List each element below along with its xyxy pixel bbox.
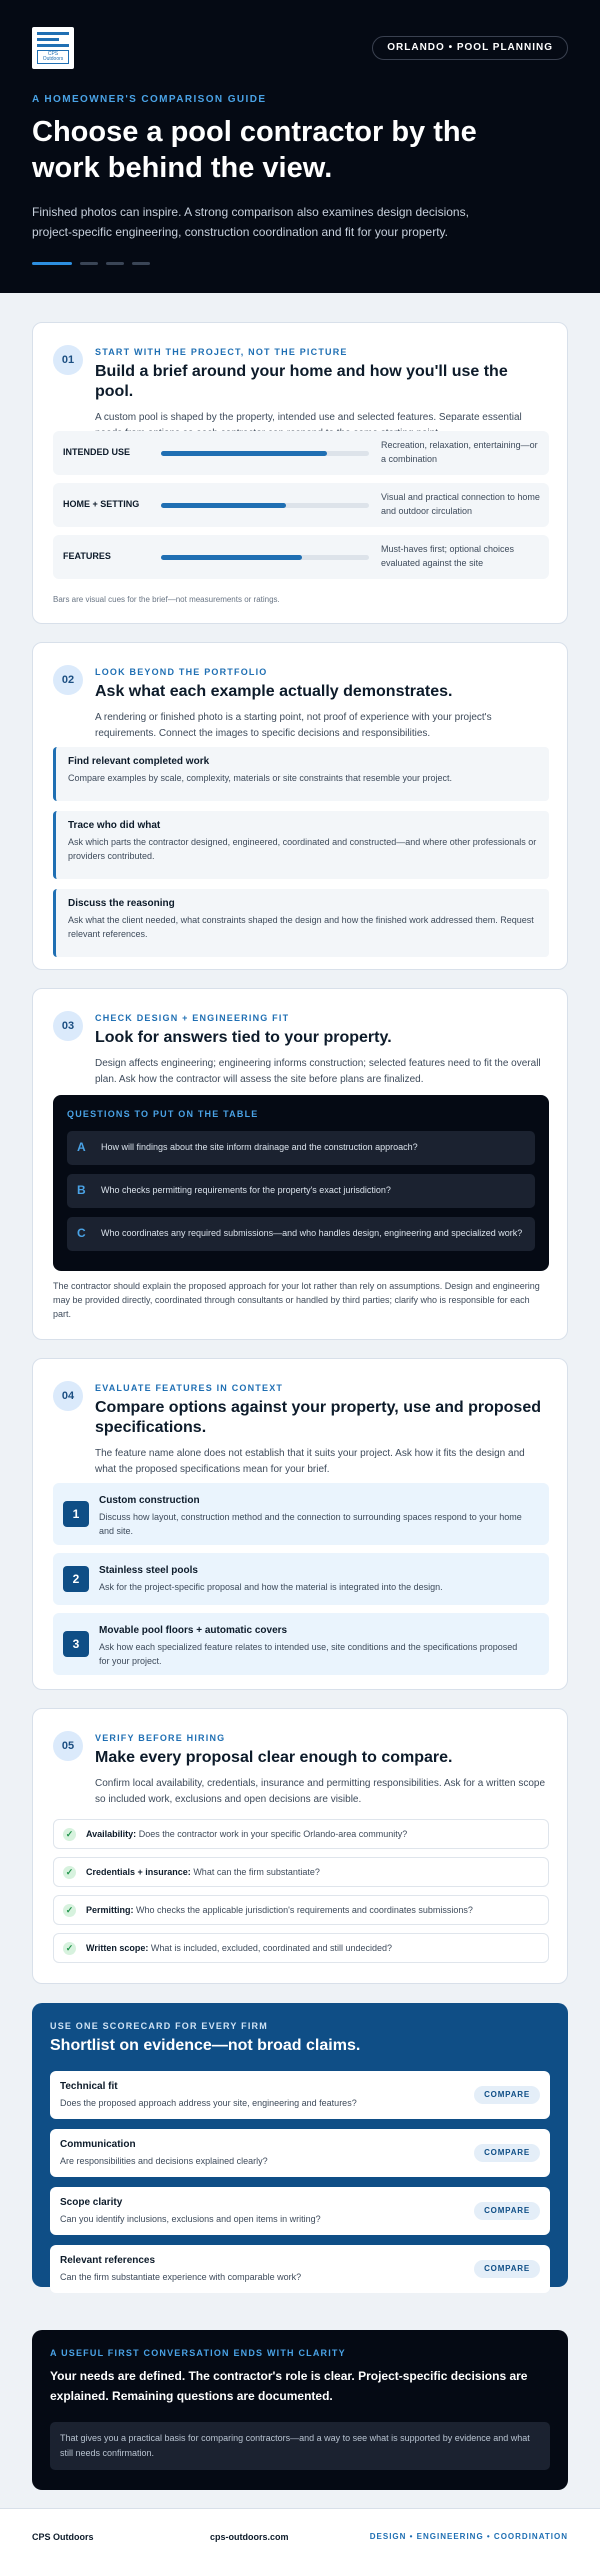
closing-kicker: A USEFUL FIRST CONVERSATION ENDS WITH CLARITY <box>50 2348 346 2358</box>
brief-track <box>161 451 369 456</box>
check-text: Availability: Does the contractor work in your specific Orlando-area community? <box>86 1829 408 1839</box>
section-project-brief <box>32 322 568 624</box>
check-icon: ✓ <box>63 1942 76 1955</box>
compare-button[interactable]: COMPARE <box>474 2086 540 2104</box>
brief-fill <box>161 451 327 456</box>
scorecard-kicker: USE ONE SCORECARD FOR EVERY FIRM <box>50 2021 268 2031</box>
question-item <box>67 1217 535 1251</box>
row-text: Can you identify inclusions, exclusions and open items in writing? <box>60 2214 321 2224</box>
footer-link[interactable]: cps-outdoors.com <box>210 2532 289 2542</box>
closing-title: Your needs are defined. The contractor's role is clear. Project-specific decisions are explained. Remaining questions are documented. <box>50 2369 528 2403</box>
row-text: Are responsibilities and decisions explained clearly? <box>60 2156 268 2166</box>
check-text: Permitting: Who checks the applicable jurisdiction's requirements and coordinates submissions? <box>86 1905 473 1915</box>
feature-text: Ask for the project-specific proposal and how the material is integrated into the design. <box>99 1582 443 1592</box>
brief-track <box>161 555 369 560</box>
section-description: Confirm local availability, credentials, insurance and permitting responsibilities. Ask for a written scope so included work, exclusions and open decisions are visible. <box>95 1778 546 1805</box>
feature-number: 2 <box>63 1566 89 1592</box>
row-title: Communication <box>60 2139 136 2150</box>
question-item <box>67 1131 535 1165</box>
progress-dots <box>32 262 150 265</box>
check-icon: ✓ <box>63 1866 76 1879</box>
section-kicker: VERIFY BEFORE HIRING <box>95 1733 226 1743</box>
question-text: Who checks permitting requirements for the property's exact jurisdiction? <box>101 1185 391 1195</box>
question-letter: C <box>77 1226 86 1240</box>
item-text: Ask which parts the contractor designed, engineered, coordinated and constructed—and where other professionals or providers contributed. <box>68 837 537 861</box>
section-description: A rendering or finished photo is a starting point, not proof of experience with your project's requirements. Connect the images to specific decisions and responsibilities. <box>95 712 492 739</box>
closing-body: That gives you a practical basis for comparing contractors—and a way to see what is supported by evidence and what still needs confirmation. <box>50 2422 550 2470</box>
brief-row <box>53 483 549 527</box>
check-text: Written scope: What is included, excluded, coordinated and still undecided? <box>86 1943 393 1953</box>
portfolio-item <box>53 889 549 957</box>
feature-text: Discuss how layout, construction method and the connection to surrounding spaces respond to your home and site. <box>99 1512 522 1536</box>
brief-row <box>53 535 549 579</box>
feature-title: Stainless steel pools <box>99 1565 198 1576</box>
row-text: Does the proposed approach address your site, engineering and features? <box>60 2098 357 2108</box>
item-title: Discuss the reasoning <box>68 898 175 909</box>
scorecard-title: Shortlist on evidence—not broad claims. <box>50 2037 361 2054</box>
check-item <box>53 1857 549 1887</box>
section-title: Ask what each example actually demonstrates. <box>95 683 453 700</box>
hero-lead: Finished photos can inspire. A strong comparison also examines design decisions, project-specific engineering, construction coordination and fit for your property. <box>32 205 469 239</box>
section-portfolio <box>32 642 568 970</box>
footer <box>0 2508 600 2560</box>
scorecard-row <box>50 2245 550 2293</box>
brief-note: Must-haves first; optional choices evaluated against the site <box>381 544 515 568</box>
scorecard-row <box>50 2071 550 2119</box>
brief-row <box>53 431 549 475</box>
section-number: 02 <box>53 665 83 695</box>
question-letter: B <box>77 1183 86 1197</box>
section-kicker: EVALUATE FEATURES IN CONTEXT <box>95 1383 284 1393</box>
closing-panel <box>32 2330 568 2490</box>
item-title: Trace who did what <box>68 820 161 831</box>
section-number: 05 <box>53 1731 83 1761</box>
check-item <box>53 1933 549 1963</box>
section-title: Compare options against your property, use and proposed specifications. <box>95 1399 541 1436</box>
compare-button[interactable]: COMPARE <box>474 2202 540 2220</box>
section-title: Build a brief around your home and how you'll use the pool. <box>95 363 508 400</box>
check-item <box>53 1895 549 1925</box>
section-number: 04 <box>53 1381 83 1411</box>
brief-fill <box>161 503 286 508</box>
footer-tagline: DESIGN • ENGINEERING • COORDINATION <box>369 2532 568 2541</box>
question-text: How will findings about the site inform drainage and the construction approach? <box>101 1142 418 1152</box>
check-item <box>53 1819 549 1849</box>
portfolio-item <box>53 747 549 801</box>
section-title: Look for answers tied to your property. <box>95 1029 392 1046</box>
location-badge: ORLANDO • POOL PLANNING <box>372 36 568 60</box>
question-text: Who coordinates any required submissions—and who handles design, engineering and specialized work? <box>101 1228 523 1238</box>
item-text: Ask what the client needed, what constraints shaped the design and how the finished work addressed them. Request relevant references. <box>68 915 534 939</box>
page-title: Choose a pool contractor by the work behind the view. <box>32 116 477 184</box>
section-kicker: START WITH THE PROJECT, NOT THE PICTURE <box>95 347 348 357</box>
feature-item <box>53 1613 549 1675</box>
brief-note: Recreation, relaxation, entertaining—or a combination <box>381 440 538 464</box>
section-description: A custom pool is shaped by the property, intended use and selected features. Separate essential <box>95 412 522 423</box>
section-kicker: CHECK DESIGN + ENGINEERING FIT <box>95 1013 290 1023</box>
compare-button[interactable]: COMPARE <box>474 2260 540 2278</box>
section-description: Design affects engineering; engineering informs construction; selected features need to fit the overall plan. Ask how the contractor will assess the site before plans are finalized. <box>95 1058 541 1085</box>
portfolio-item <box>53 811 549 879</box>
brief-label: INTENDED USE <box>63 447 131 457</box>
brand-logo[interactable] <box>32 27 74 69</box>
section-number: 03 <box>53 1011 83 1041</box>
row-title: Relevant references <box>60 2255 156 2266</box>
brief-note: Visual and practical connection to home and outdoor circulation <box>381 492 540 516</box>
section-features <box>32 1358 568 1690</box>
item-title: Find relevant completed work <box>68 756 210 767</box>
question-item <box>67 1174 535 1208</box>
brief-footnote: Bars are visual cues for the brief—not measurements or ratings. <box>53 595 280 604</box>
check-icon: ✓ <box>63 1828 76 1841</box>
feature-item <box>53 1483 549 1545</box>
hero-eyebrow: A HOMEOWNER'S COMPARISON GUIDE <box>32 94 267 105</box>
brief-track <box>161 503 369 508</box>
row-title: Scope clarity <box>60 2197 123 2208</box>
question-letter: A <box>77 1140 86 1154</box>
feature-title: Custom construction <box>99 1495 200 1506</box>
feature-text: Ask how each specialized feature relates to intended use, site conditions and the specifications proposed for your project. <box>99 1642 518 1666</box>
check-icon: ✓ <box>63 1904 76 1917</box>
footer-brand: CPS Outdoors <box>32 2532 94 2542</box>
feature-title: Movable pool floors + automatic covers <box>99 1625 288 1636</box>
section-kicker: LOOK BEYOND THE PORTFOLIO <box>95 667 268 677</box>
row-title: Technical fit <box>60 2081 118 2092</box>
check-text: Credentials + insurance: What can the firm substantiate? <box>86 1867 320 1877</box>
feature-item <box>53 1553 549 1605</box>
section-title: Make every proposal clear enough to compare. <box>95 1749 453 1766</box>
brief-label: FEATURES <box>63 551 111 561</box>
feature-number: 3 <box>63 1631 89 1657</box>
item-text: Compare examples by scale, complexity, materials or site constraints that resemble your project. <box>68 773 452 783</box>
section-engineering <box>32 988 568 1340</box>
hero <box>0 0 600 293</box>
feature-number: 1 <box>63 1501 89 1527</box>
scorecard-row <box>50 2129 550 2177</box>
logo-mark-icon <box>37 32 69 47</box>
scorecard-row <box>50 2187 550 2235</box>
section-verify <box>32 1708 568 1984</box>
compare-button[interactable]: COMPARE <box>474 2144 540 2162</box>
section-description: The feature name alone does not establish that it suits your project. Ask how it fits the design and what the proposed specifications mean for your brief. <box>95 1448 525 1475</box>
engineering-note: The contractor should explain the proposed approach for your lot rather than rely on assumptions. Design and engineering may be provided directly, coordinated through consultants or handled by third parties; clarify who is responsible for each part. <box>53 1281 540 1319</box>
section-number: 01 <box>53 345 83 375</box>
questions-panel <box>53 1095 549 1271</box>
brief-label: HOME + SETTING <box>63 499 140 509</box>
row-text: Can the firm substantiate experience with comparable work? <box>60 2272 302 2282</box>
logo-text: CPS Outdoors <box>37 50 69 64</box>
questions-title: QUESTIONS TO PUT ON THE TABLE <box>67 1109 259 1119</box>
brief-fill <box>161 555 302 560</box>
